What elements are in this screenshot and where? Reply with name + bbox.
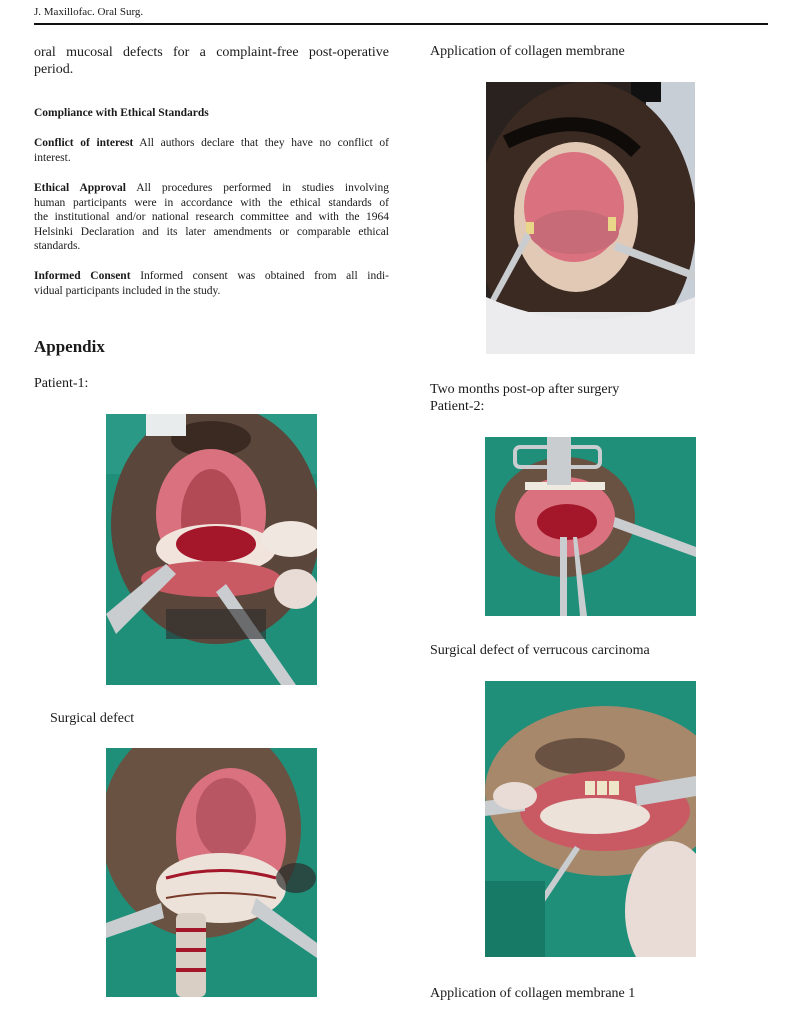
appendix-heading: Appendix [34,337,105,356]
patient2-label: Patient-2: [430,399,485,414]
header-rule [34,23,768,25]
ethical-approval-line-5: standards. [34,240,81,253]
caption-surgical-defect: Surgical defect [50,711,135,726]
caption-two-months: Two months post-op after surgery [430,382,620,397]
caption-collagen-top: Application of collagen membrane [430,44,625,59]
caption-collagen-1: Application of collagen membrane 1 [430,986,636,1001]
informed-consent-paragraph [34,269,389,298]
conflict-line-1: All authors declare that they have no conflict of [133,137,390,149]
intro-line-2: period. [34,62,74,77]
ethical-approval-paragraph [34,181,389,254]
intro-paragraph [34,44,389,78]
ethical-approval-line-2: human participants were in accordance with the ethical standards of [34,196,389,209]
patient1-defect-photo [106,414,317,685]
patient1-label: Patient-1: [34,376,89,391]
ethical-approval-line-4: Helsinki Declaration and its later amendments or comparable ethical [34,225,389,238]
patient2-defect-photo [485,437,696,616]
informed-consent-line-1: Informed consent was obtained from all indi- [130,270,390,282]
conflict-label: Conflict of interest [34,137,134,149]
ethical-approval-label: Ethical Approval [34,182,126,194]
patient1-membrane-photo [106,748,317,997]
informed-consent-line-2: vidual participants included in the study. [34,284,221,297]
intro-line-1: oral mucosal defects for a complaint-free post-operative [34,45,389,60]
ethical-approval-line-1: All procedures performed in studies involving [125,182,389,194]
patient2-membrane-photo [485,681,696,957]
ethical-approval-line-3: the institutional and/or national research committee and with the 1964 [34,211,389,224]
caption-verrucous: Surgical defect of verrucous carcinoma [430,643,650,658]
running-head: J. Maxillofac. Oral Surg. [34,6,144,18]
two-months-postop-photo [486,82,695,354]
conflict-line-2: interest. [34,151,71,164]
conflict-paragraph [34,136,389,165]
informed-consent-label: Informed Consent [34,270,131,282]
ethics-heading: Compliance with Ethical Standards [34,107,209,119]
